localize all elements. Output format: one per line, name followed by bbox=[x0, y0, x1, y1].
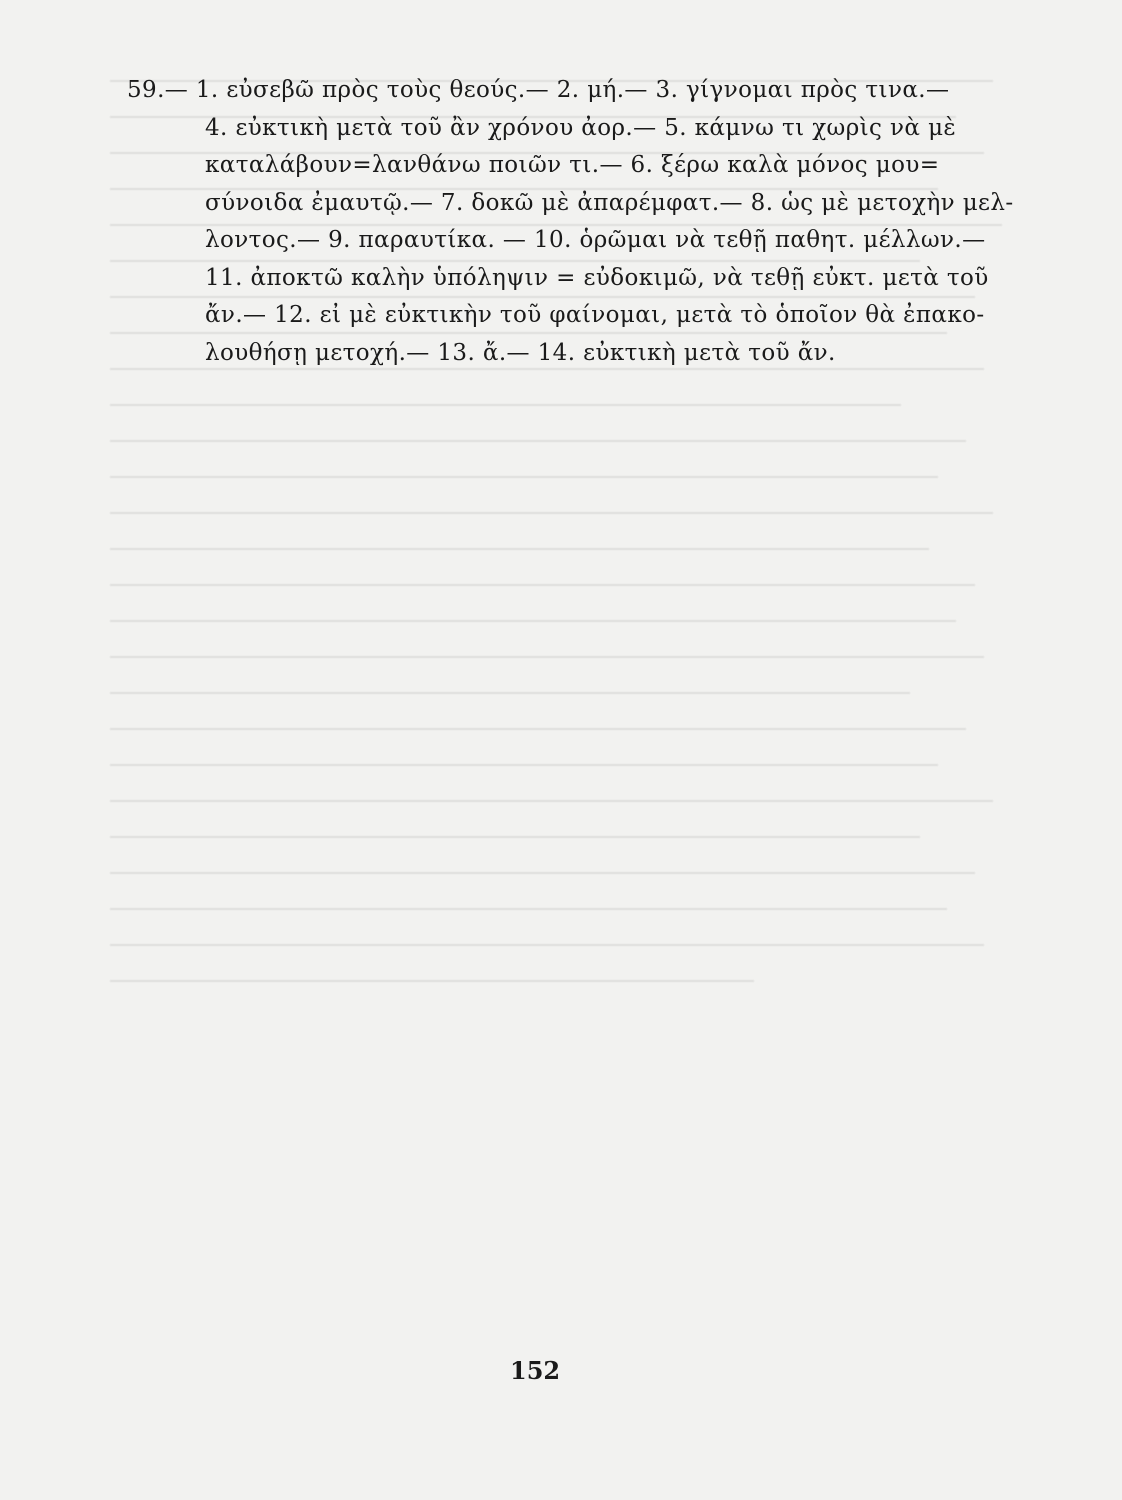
entry-line: 11. ἀποκτῶ καλὴν ὑπόληψιν = εὐδοκιμῶ, νὰ τεθῇ εὐκτ. μετὰ τοῦ bbox=[205, 264, 989, 291]
entry-line: καταλάβουν=λανθάνω ποιῶν τι.— 6. ξέρω καλὰ μόνος μου= bbox=[205, 152, 940, 178]
page-number: 152 bbox=[510, 1356, 561, 1385]
answer-key-entry-59 bbox=[127, 72, 1027, 372]
entry-line: 59.— 1. εὐσεβῶ πρὸς τοὺς θεούς.— 2. μή.— 3. γίγνομαι πρὸς τινα.— bbox=[127, 77, 950, 103]
entry-line: σύνοιδα ἐμαυτῷ.— 7. δοκῶ μὲ ἀπαρέμφατ.— 8. ὡς μὲ μετοχὴν μελ- bbox=[205, 189, 1014, 216]
entry-line: ἄν.— 12. εἰ μὲ εὐκτικὴν τοῦ φαίνομαι, μετὰ τὸ ὁποῖον θὰ ἐπακο- bbox=[205, 302, 985, 328]
entry-line: λοντος.— 9. παραυτίκα. — 10. ὁρῶμαι νὰ τεθῇ παθητ. μέλλων.— bbox=[205, 227, 986, 253]
entry-line: λουθήσῃ μετοχή.— 13. ἄ.— 14. εὐκτικὴ μετὰ τοῦ ἄν. bbox=[205, 339, 836, 366]
entry-line: 4. εὐκτικὴ μετὰ τοῦ ἂν χρόνου ἀορ.— 5. κάμνω τι χωρὶς νὰ μὲ bbox=[205, 114, 957, 141]
